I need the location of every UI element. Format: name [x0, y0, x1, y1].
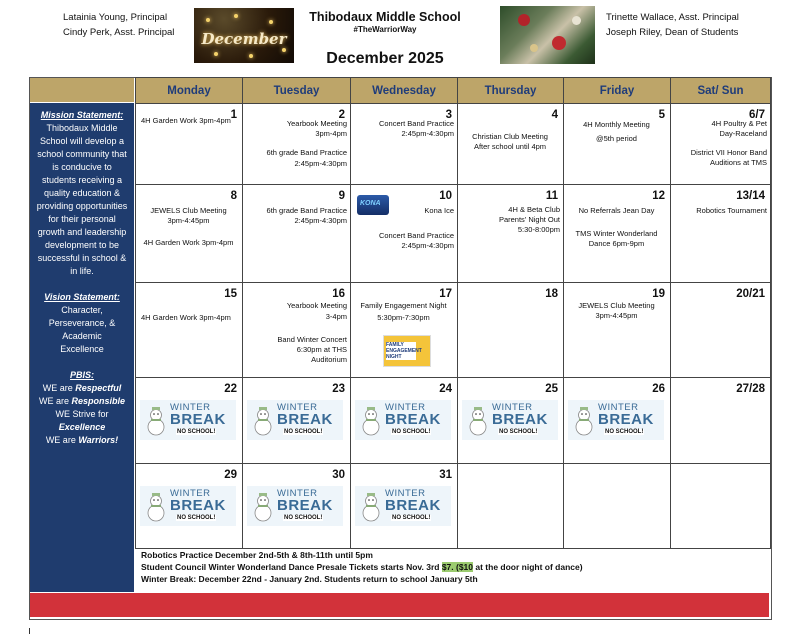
- pbis-value: Respectful: [75, 383, 122, 393]
- day-number: 5: [658, 109, 665, 121]
- day-cell: [564, 104, 671, 185]
- day-cell: [136, 104, 243, 185]
- event-text: Concert Band Practice: [378, 119, 454, 128]
- event-text: Yearbook Meeting: [286, 301, 347, 310]
- day-cell: [564, 283, 671, 378]
- no-school-label: NO SCHOOL!: [605, 429, 644, 435]
- december-image-text: December: [201, 30, 287, 48]
- day-number: 22: [224, 383, 237, 395]
- day-cell-content: [136, 283, 242, 377]
- event-text: 2:45pm-4:30pm: [294, 159, 347, 168]
- event-text: Parents' Night Out: [498, 215, 560, 224]
- event-text: @5th period: [596, 134, 637, 143]
- event-text: Family Engagement Night: [360, 301, 447, 310]
- winter-break-graphic: [355, 486, 451, 526]
- day-cell: [351, 185, 458, 283]
- weekday-header: Tuesday: [243, 78, 351, 104]
- day-cell-content: [136, 464, 242, 548]
- day-cell: [671, 464, 771, 549]
- day-cell: [136, 378, 243, 464]
- staff-names: [606, 10, 739, 40]
- day-number: 15: [224, 288, 237, 300]
- pbis-prefix: WE are: [45, 435, 79, 445]
- no-school-label: NO SCHOOL!: [392, 429, 431, 435]
- day-cell: [243, 104, 351, 185]
- day-number: 2: [338, 109, 345, 121]
- pbis-value: Warriors!: [78, 435, 119, 445]
- day-cell: [243, 185, 351, 283]
- note-winter-break: Winter Break: December 22nd - January 2nd. Students return to school January 5th: [141, 574, 478, 584]
- day-cell-content: [564, 283, 670, 377]
- day-cell-content: [671, 104, 770, 184]
- day-number: 1: [230, 109, 237, 121]
- day-number: 11: [545, 190, 558, 202]
- winter-break-word: WINTER: [385, 402, 426, 413]
- winter-break-word: WINTER: [385, 488, 426, 499]
- day-cell: [351, 104, 458, 185]
- winter-break-graphic: [247, 400, 343, 440]
- day-cell: [458, 185, 564, 283]
- winter-break-word: WINTER: [170, 402, 211, 413]
- day-cell: [136, 283, 243, 378]
- snowman-icon: [253, 406, 273, 436]
- day-cell-content: [458, 104, 563, 184]
- no-school-label: NO SCHOOL!: [284, 515, 323, 521]
- day-cell-content: [136, 378, 242, 463]
- note-dance-door: at the door night of dance): [473, 562, 583, 572]
- winter-break-graphic: [462, 400, 558, 440]
- day-cell-content: [458, 185, 563, 282]
- day-cell: [243, 464, 351, 549]
- event-text: District VII Honor Band: [690, 148, 767, 157]
- pbis-title: PBIS:: [69, 370, 94, 380]
- event-text: 5:30pm-7:30pm: [377, 313, 430, 322]
- event-text: 4H Garden Work 3pm-4pm: [143, 238, 234, 247]
- note-dance-tickets: [141, 561, 769, 573]
- mission-text: Thibodaux Middle School will develop a school community that is conducive to students receiving a quality education & providing opportunities for their personal growth and leadership development to be successful in school & in life.: [36, 123, 128, 276]
- pbis-line: [30, 421, 134, 434]
- day-number: 18: [545, 288, 558, 300]
- event-text: JEWELS Club Meeting: [578, 301, 655, 310]
- day-number: 4: [551, 109, 558, 121]
- day-cell: [458, 378, 564, 464]
- snowman-icon: [361, 492, 381, 522]
- event-text: JEWELS Club Meeting: [150, 206, 227, 215]
- day-cell: [351, 464, 458, 549]
- pbis-line: [30, 382, 134, 395]
- event-text: 5:30-8:00pm: [517, 225, 560, 234]
- no-school-label: NO SCHOOL!: [392, 515, 431, 521]
- snowman-icon: [253, 492, 273, 522]
- day-cell-content: [136, 185, 242, 282]
- day-cell: [243, 378, 351, 464]
- event-text: 2:45pm-4:30pm: [294, 216, 347, 225]
- day-cell-content: [243, 104, 350, 184]
- winter-break-word: BREAK: [170, 411, 226, 428]
- event-text: Christian Club Meeting: [472, 132, 548, 141]
- weekday-header: Sat/ Sun: [671, 78, 771, 104]
- pbis-prefix: WE Strive for: [55, 409, 109, 419]
- winter-break-word: BREAK: [385, 497, 441, 514]
- event-text: 4H Garden Work 3pm-4pm: [141, 313, 231, 322]
- asst-principal-line: Trinette Wallace, Asst. Principal: [606, 12, 739, 23]
- day-number: 8: [230, 190, 237, 202]
- day-cell: [351, 283, 458, 378]
- weekday-header: Monday: [136, 78, 243, 104]
- week-row: [136, 378, 771, 464]
- day-cell: [564, 464, 671, 549]
- no-school-label: NO SCHOOL!: [177, 515, 216, 521]
- event-text: 3pm-4:45pm: [595, 311, 638, 320]
- winter-break-graphic: [355, 400, 451, 440]
- day-cell: [564, 185, 671, 283]
- day-cell-content: [243, 185, 350, 282]
- event-text: Yearbook Meeting: [286, 119, 347, 128]
- day-cell-content: [351, 378, 457, 463]
- winter-break-word: WINTER: [492, 402, 533, 413]
- event-text: After school until 4pm: [473, 142, 547, 151]
- day-number: 16: [332, 288, 345, 300]
- winter-break-word: BREAK: [492, 411, 548, 428]
- day-cell: [564, 378, 671, 464]
- winter-break-word: WINTER: [598, 402, 639, 413]
- week-row: [136, 104, 771, 185]
- event-text: Day-Raceland: [719, 129, 767, 138]
- day-cell-content: [351, 185, 457, 282]
- weekday-header: Friday: [564, 78, 671, 104]
- day-cell: [671, 378, 771, 464]
- pbis-value: Excellence: [58, 422, 106, 432]
- winter-break-word: BREAK: [385, 411, 441, 428]
- day-number: 17: [439, 288, 452, 300]
- winter-break-word: WINTER: [277, 402, 318, 413]
- winter-break-graphic: [247, 486, 343, 526]
- pbis-list: [30, 382, 134, 447]
- note-dance-text: Student Council Winter Wonderland Dance Presale Tickets starts Nov. 3rd: [141, 562, 442, 572]
- pbis-prefix: WE are: [38, 396, 72, 406]
- day-number: 10: [439, 190, 452, 202]
- calendar-grid: [135, 77, 771, 549]
- event-text: 3pm-4pm: [315, 129, 347, 138]
- day-number: 13/14: [736, 190, 765, 202]
- snowman-icon: [468, 406, 488, 436]
- note-price-highlight: $7. ($10: [441, 562, 474, 572]
- event-text: 6:30pm at THS: [296, 345, 347, 354]
- day-cell: [671, 185, 771, 283]
- day-cell-content: [671, 283, 770, 377]
- event-text: 6th grade Band Practice: [266, 206, 347, 215]
- day-number: 26: [652, 383, 665, 395]
- no-school-label: NO SCHOOL!: [177, 429, 216, 435]
- day-cell: [351, 378, 458, 464]
- note-robotics: Robotics Practice December 2nd-5th & 8th-11th until 5pm: [141, 550, 373, 560]
- day-cell-content: [564, 378, 670, 463]
- day-cell-content: [351, 104, 457, 184]
- christmas-tree-image: [500, 6, 595, 64]
- event-text: Concert Band Practice: [378, 231, 454, 240]
- school-name: Thibodaux Middle School: [309, 10, 461, 24]
- kona-ice-graphic-text: KONA: [360, 200, 381, 207]
- asst-principal-line: Cindy Perk, Asst. Principal: [63, 27, 175, 38]
- event-text: 4H & Beta Club: [508, 205, 560, 214]
- event-text: 3pm-4:45pm: [167, 216, 210, 225]
- bottom-red-bar: [30, 593, 769, 617]
- winter-break-word: BREAK: [277, 411, 333, 428]
- event-text: 6th grade Band Practice: [266, 148, 347, 157]
- family-engagement-graphic: [383, 335, 431, 367]
- day-cell-content: [564, 185, 670, 282]
- event-text: Robotics Tournament: [696, 206, 767, 215]
- day-number: 19: [652, 288, 665, 300]
- week-row: [136, 464, 771, 549]
- event-text: 2:45pm-4:30pm: [401, 129, 454, 138]
- winter-break-word: BREAK: [170, 497, 226, 514]
- principal-line: Latainia Young, Principal: [63, 12, 168, 23]
- corner-header-cell: [30, 78, 134, 102]
- day-cell-content: [243, 464, 350, 548]
- week-row: [136, 283, 771, 378]
- day-number: 6/7: [749, 109, 765, 121]
- winter-break-word: WINTER: [170, 488, 211, 499]
- day-cell-content: [671, 378, 770, 463]
- snowman-icon: [361, 406, 381, 436]
- day-number: 25: [545, 383, 558, 395]
- hashtag: #TheWarriorWay: [353, 25, 417, 34]
- event-text: 4H Garden Work 3pm-4pm: [141, 116, 231, 125]
- day-number: 9: [338, 190, 345, 202]
- event-text: Kona Ice: [424, 206, 454, 215]
- day-number: 3: [445, 109, 452, 121]
- event-text: 4H Poultry & Pet: [711, 119, 767, 128]
- kona-ice-logo: [357, 195, 389, 215]
- day-cell-content: [351, 283, 457, 377]
- month-title: December 2025: [326, 50, 444, 67]
- event-text: Auditorium: [311, 355, 347, 364]
- event-text: No Referrals Jean Day: [578, 206, 655, 215]
- winter-break-graphic: [140, 486, 236, 526]
- winter-break-graphic: [140, 400, 236, 440]
- mission-title: Mission Statement:: [40, 110, 124, 120]
- family-engagement-graphic-text: FAMILY ENGAGEMENT NIGHT: [386, 342, 422, 360]
- day-cell-content: [243, 283, 350, 377]
- event-text: 4H Monthly Meeting: [583, 120, 650, 129]
- day-cell-content: [671, 185, 770, 282]
- dean-line: Joseph Riley, Dean of Students: [606, 27, 739, 38]
- day-cell: [136, 185, 243, 283]
- vision-title: Vision Statement:: [44, 292, 120, 302]
- day-cell-content: [351, 464, 457, 548]
- day-number: 23: [332, 383, 345, 395]
- day-number: 30: [332, 469, 345, 481]
- december-image: [194, 8, 294, 63]
- pbis-line: [30, 408, 134, 421]
- day-cell-content: [458, 283, 563, 377]
- principal-names: [63, 10, 174, 40]
- snowman-icon: [146, 406, 166, 436]
- day-number: 27/28: [736, 383, 765, 395]
- no-school-label: NO SCHOOL!: [284, 429, 323, 435]
- event-text: Band Winter Concert: [277, 335, 347, 344]
- day-cell: [671, 104, 771, 185]
- vision-text: Character, Perseverance, & Academic Excellence: [48, 305, 116, 354]
- day-number: 20/21: [736, 288, 765, 300]
- day-cell: [671, 283, 771, 378]
- weekday-header: Thursday: [458, 78, 564, 104]
- day-number: 12: [652, 190, 665, 202]
- event-text: TMS Winter Wonderland: [575, 229, 658, 238]
- day-cell-content: [243, 378, 350, 463]
- day-cell: [458, 104, 564, 185]
- page-tick: [29, 628, 30, 634]
- event-text: Dance 6pm-9pm: [588, 239, 645, 248]
- weekday-header-row: [136, 78, 771, 104]
- pbis-line: [30, 434, 134, 447]
- snowman-icon: [146, 492, 166, 522]
- pbis-value: Responsible: [71, 396, 126, 406]
- event-text: 2:45pm-4:30pm: [401, 241, 454, 250]
- winter-break-word: BREAK: [277, 497, 333, 514]
- week-row: [136, 185, 771, 283]
- weekday-header: Wednesday: [351, 78, 458, 104]
- day-number: 29: [224, 469, 237, 481]
- day-cell: [243, 283, 351, 378]
- calendar-notes: [135, 543, 769, 592]
- winter-break-graphic: [568, 400, 664, 440]
- day-cell: [458, 464, 564, 549]
- event-text: 3-4pm: [325, 312, 347, 321]
- day-cell-content: [458, 378, 563, 463]
- pbis-prefix: WE are: [42, 383, 76, 393]
- winter-break-word: WINTER: [277, 488, 318, 499]
- snowman-icon: [574, 406, 594, 436]
- day-number: 31: [439, 469, 452, 481]
- pbis-line: [30, 395, 134, 408]
- day-cell: [458, 283, 564, 378]
- sidebar: [30, 103, 134, 592]
- no-school-label: NO SCHOOL!: [499, 429, 538, 435]
- day-number: 24: [439, 383, 452, 395]
- event-text: Auditions at TMS: [710, 158, 767, 167]
- day-cell-content: [136, 104, 242, 184]
- day-cell: [136, 464, 243, 549]
- winter-break-word: BREAK: [598, 411, 654, 428]
- day-cell-content: [564, 104, 670, 184]
